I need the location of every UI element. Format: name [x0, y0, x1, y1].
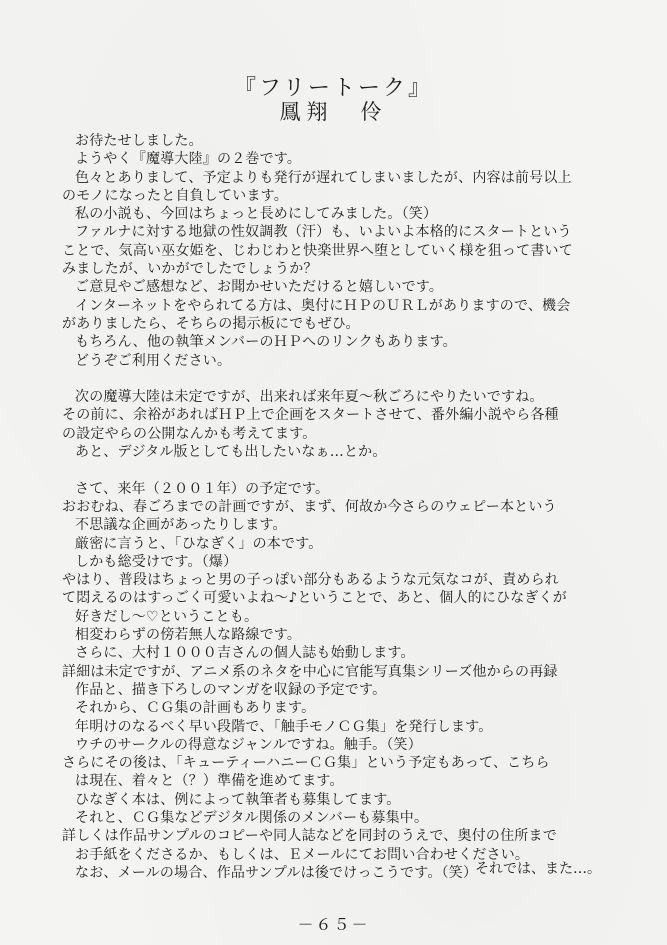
author-name: 鳳翔 伶 — [279, 100, 388, 124]
page-title: 『フリートーク』 — [233, 76, 434, 101]
text-line: お待たせしました。 — [75, 133, 203, 149]
sign-off: それでは、また…。 — [475, 861, 601, 877]
text-line: みましたが、いかがでしたでしょうか？ — [62, 261, 318, 278]
text-line: ようやく『魔導大陸』の２巻です。 — [75, 151, 302, 168]
text-line: 作品と、描き下ろしのマンガを収録の予定です。 — [75, 681, 387, 698]
page-number: －６５－ — [297, 915, 370, 934]
text-line: ファルナに対する地獄の性奴調教（汗）も、いよいよ本格的にスタートという — [75, 224, 572, 241]
text-line: やはり、普段はちょっと男の子っぽい部分もあるような元気なコが、責められ — [62, 572, 559, 589]
text-line: それと、ＣＧ集などデジタル関係のメンバーも募集中。 — [75, 809, 429, 826]
text-line: ご意見やご感想など、お聞かせいただけると嬉しいです。 — [75, 279, 444, 296]
text-line: 好きだし～♡ということも。 — [75, 608, 259, 625]
text-line: ことで、気高い巫女姫を、じわじわと快楽世界へ堕としていく様を狙って書いて — [62, 242, 573, 259]
text-line: がありましたら、そちらの掲示板にでもぜひ。 — [62, 315, 360, 332]
text-line: 厳密に言うと、「ひなぎく」の本です。 — [75, 535, 323, 552]
text-line: さらに、大村１０００吉さんの個人誌も始動します。 — [75, 645, 415, 662]
body-text — [62, 132, 622, 882]
text-line: それから、ＣＧ集の計画もあります。 — [75, 700, 316, 717]
text-line: インターネットをやられてる方は、奥付にＨＰのＵＲＬがありますので、機会 — [75, 297, 571, 314]
text-line: さらにその後は、「キューティーハニーＣＧ集」という予定もあって、こちら — [62, 755, 550, 772]
text-line: の設定やらの公開なんかも考えてます。 — [62, 425, 317, 442]
text-line: 年明けのなるべく早い段階で、「触手モノＣＧ集」を発行します。 — [75, 718, 493, 735]
text-line: 次の魔導大陸は未定ですが、出来れば来年夏～秋ごろにやりたいですね。 — [75, 389, 544, 406]
text-line: 詳細は未定ですが、アニメ系のネタを中心に官能写真集シリーズ他からの再録 — [62, 663, 558, 680]
text-line: あと、デジタル版としても出したいなぁ…とか。 — [75, 444, 387, 461]
text-line: 不思議な企画があったりします。 — [75, 517, 287, 534]
text-line: その前に、余裕があればＨＰ上で企画をスタートさせて、番外編小説やら各種 — [62, 407, 559, 424]
text-line: もちろん、他の執筆メンバーのＨＰへのリンクもあります。 — [75, 334, 457, 351]
blank-line — [62, 370, 622, 388]
text-line: は現在、着々と（？）準備を進めてます。 — [75, 773, 344, 790]
text-line: 相変わらずの傍若無人な路線です。 — [75, 627, 302, 644]
blank-line — [62, 461, 622, 479]
text-line: お手紙をくださるか、もしくは、Ｅメールにてお問い合わせください。 — [75, 846, 530, 863]
text-line: のモノになったと自負しています。 — [62, 187, 288, 204]
text-line: しかも総受けです。（爆） — [75, 553, 238, 570]
text-line: 詳しくは作品サンプルのコピーや同人誌などを同封のうえで、奥付の住所まで — [62, 828, 557, 845]
text-line: なお、メールの場合、作品サンプルは後でけっこうです。（笑） — [75, 864, 478, 881]
text-line: て悶えるのはすっごく可愛いよね～♪ということで、あと、個人的にひなぎくが — [62, 590, 568, 607]
text-line: さて、来年（２００１年）の予定です。 — [75, 480, 330, 497]
text-line: 色々とありまして、予定よりも発行が遅れてしまいましたが、内容は前号以上 — [75, 169, 572, 186]
text-line: ひなぎく本は、例によって執筆者も募集してます。 — [75, 791, 401, 808]
text-line: どうぞご利用ください。 — [75, 352, 232, 369]
text-line: おおむね、春ごろまでの計画ですが、まず、何故か今さらのウェピー本という — [62, 498, 557, 515]
text-line: ウチのサークルの得意なジャンルですね。触手。（笑） — [75, 736, 422, 753]
text-line: 私の小説も、今回はちょっと長めにしてみました。（笑） — [75, 206, 438, 223]
